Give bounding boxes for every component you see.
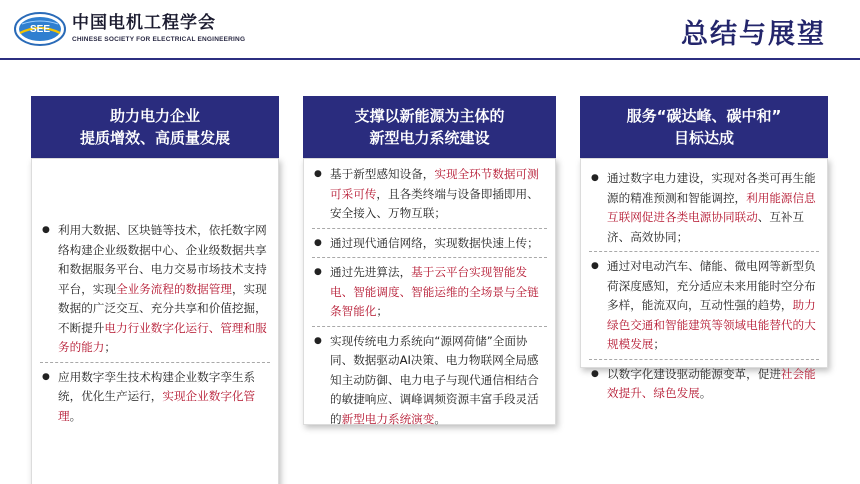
page-header: [0, 0, 860, 60]
highlighted-text: 实现企业数字化管理: [58, 389, 256, 423]
bullet-text: ，实现数据的广泛交互、充分共享和价值挖掘，不断提升: [58, 281, 267, 335]
bullet-text: 利用大数据、区块链等技术，依托数字网络构建企业级数据中心、企业级数据共享和数据服务平台、电力交易市场技术支持平台，实现: [58, 223, 267, 296]
dashed-divider: [589, 359, 819, 360]
bullet-text: 。: [699, 386, 712, 400]
bullet-text: 应用数字孪生技术构建企业数字孪生系统，优化生产运行，: [58, 369, 256, 403]
highlighted-text: 实现全环节数据可测可采可传: [330, 167, 539, 201]
highlighted-text: 助力绿色交通和智能建筑等领域电能替代的大规模发展: [607, 298, 816, 351]
column-title-line1: 服务“碳达峰、碳中和”: [626, 107, 782, 125]
column-body: [580, 158, 828, 400]
dashed-divider: [312, 228, 547, 229]
bullet-text: ；: [653, 337, 665, 351]
bullet-item: [312, 263, 547, 322]
bullet-list: [40, 221, 270, 426]
bullet-text: ，且各类终端与设备即插即用、安全接入、万物互联；: [330, 186, 539, 220]
column-enterprise: [31, 96, 279, 484]
dashed-divider: [40, 362, 270, 363]
column-title-line1: 助力电力企业: [109, 107, 200, 125]
bullet-item: [40, 368, 270, 427]
bullet-text: ；: [376, 304, 388, 318]
column-heading: [580, 96, 828, 158]
column-title-line2: 提质增效、高质量发展: [79, 129, 230, 147]
column-heading: [303, 96, 556, 158]
bullet-text: 基于新型感知设备，: [330, 167, 435, 181]
highlighted-text: 电力行业数字化运行、管理和服务的能力: [58, 320, 267, 354]
column-heading: [31, 96, 279, 158]
bullet-text: ；: [104, 340, 116, 354]
bullet-list: [589, 169, 819, 404]
bullet-item: [589, 169, 819, 247]
dashed-divider: [312, 257, 547, 258]
dashed-divider: [589, 251, 819, 252]
page-title: 总结与展望: [681, 19, 826, 50]
column-title-line2: 新型电力系统建设: [369, 129, 490, 147]
bullet-item: [312, 234, 547, 254]
header-divider: [0, 58, 860, 60]
bullet-list: [312, 165, 547, 429]
bullet-item: [312, 332, 547, 430]
org-name: [72, 13, 245, 43]
column-body: [31, 158, 279, 484]
logo-badge-text: SEE: [29, 24, 51, 35]
org-name-en: CHINESE SOCIETY FOR ELECTRICAL ENGINEERING: [72, 36, 246, 43]
bullet-text: 。: [434, 411, 446, 426]
org-name-cn: 中国电机工程学会: [72, 13, 216, 33]
column-carbon-goals: [580, 96, 828, 400]
bullet-item: [312, 165, 547, 224]
highlighted-text: 利用能源信息互联网促进各类电源协同联动: [607, 190, 816, 224]
column-title-line2: 目标达成: [673, 129, 734, 147]
bullet-text: 通过对电动汽车、储能、微电网等新型负荷深度感知，充分适应未来用能时空分布多样，能流双向，互动性强的趋势，: [607, 259, 816, 312]
bullet-text: 通过先进算法，: [330, 265, 412, 279]
bullet-text: 通过现代通信网络，实现数据快速上传；: [330, 235, 539, 250]
bullet-text: 实现传统电力系统向“源网荷储”全面协同、数据驱动AI决策、电力物联网全局感知主动防御、电力电子与现代通信相结合的敏捷响应、调峰调频资源丰富手段灵活的: [330, 333, 539, 426]
column-new-power-system: [303, 96, 556, 425]
bullet-item: [40, 221, 270, 358]
bullet-item: [589, 365, 819, 404]
highlighted-text: 基于云平台实现智能发电、智能调度、智能运维的全场景与全链条智能化: [330, 265, 539, 318]
bullet-text: 、互补互济、高效协同；: [607, 210, 805, 244]
see-logo: [14, 12, 66, 46]
highlighted-text: 新型电力系统演变: [341, 411, 435, 426]
column-title-line1: 支撑以新能源为主体的: [354, 107, 505, 125]
dashed-divider: [312, 326, 547, 327]
bullet-text: 通过数字电力建设，实现对各类可再生能源的精准预测和智能调控，: [607, 171, 816, 205]
column-body: [303, 158, 556, 425]
highlighted-text: 全业务流程的数据管理: [115, 281, 232, 296]
bullet-text: 。: [69, 408, 82, 423]
bullet-text: 以数字化建设驱动能源变革，促进: [607, 366, 781, 381]
bullet-item: [589, 257, 819, 355]
highlighted-text: 社会能效提升、绿色发展: [607, 366, 816, 400]
